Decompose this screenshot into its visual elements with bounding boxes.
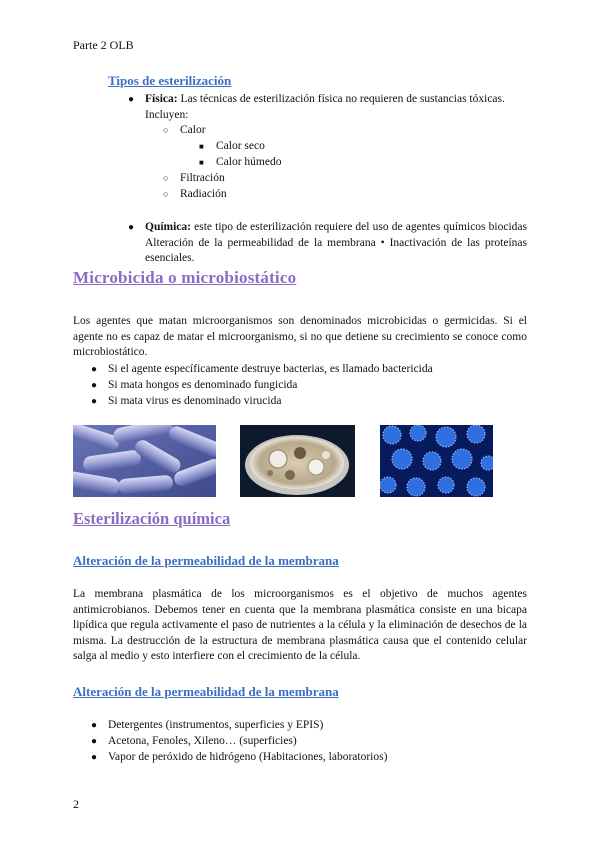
bullet-icon: ● [91,380,98,391]
bullet-text: Si mata hongos es denominado fungicida [108,379,298,391]
list-item [91,750,528,766]
bullet-icon: ● [91,736,98,747]
page-number: 2 [73,797,79,811]
microbicida-paragraph: Los agentes que matan microorganismos son denominados microbicidas o germicidas. Si el agente no es capaz de matar el microorganismo, si no que detiene su crecimiento se conoce como microbiostático. [73,315,527,358]
bullet-icon: ● [128,94,135,105]
bullet-text: Si mata virus es denominado virucida [108,395,282,407]
list-item-filtracion [163,171,225,187]
list-item-radiacion [163,187,227,203]
circle-bullet-icon: ○ [163,125,169,135]
section-heading-tipos: Tipos de esterilización [108,73,232,88]
list-item [91,362,528,378]
list-item-calor [163,123,206,139]
permeabilidad-paragraph: La membrana plasmática de los microorganismos es el objetivo de muchos agentes antimicrobianos. Debemos tener en cuenta que la membrana plasmática consiste en una bicapa lipídica que regula activamente el paso de nutrientes a la célula y la eliminación de desechos de la misma. La destrucción de la estructura de membrana plasmática causa que el contenido celular salga al medio y esto interfiere con el crecimiento de la célula. [73,588,527,662]
quimica-text: este tipo de esterilización requiere del uso de agentes químicos biocidas Alteración de la permeabilidad de la membrana • Inactivación de las proteínas esenciales. [145,221,527,264]
bullet-icon: ● [91,396,98,407]
calor-seco-label: Calor seco [216,140,265,152]
bullet-text: Detergentes (instrumentos, superficies y EPIS) [108,719,324,731]
page-header: Parte 2 OLB [73,38,134,52]
circle-bullet-icon: ○ [163,173,169,183]
quimica-label: Química: [145,221,191,233]
calor-humedo-label: Calor húmedo [216,156,282,168]
radiacion-label: Radiación [180,188,227,200]
subheading-permeabilidad-2: Alteración de la permeabilidad de la membrana [73,684,339,699]
fisica-label: Física: [145,93,178,105]
subheading-permeabilidad-1: Alteración de la permeabilidad de la membrana [73,553,339,568]
bacteria-image [73,425,216,497]
filtracion-label: Filtración [180,172,225,184]
bullet-icon: ● [91,364,98,375]
petri-dish-image [240,425,355,497]
list-item-quimica [128,220,527,267]
list-item-calor-humedo [199,155,282,171]
section-heading-microbicida: Microbicida o microbiostático [73,268,297,287]
bullet-text: Vapor de peróxido de hidrógeno (Habitaciones, laboratorios) [108,751,388,763]
virus-image [380,425,493,497]
fisica-text: Las técnicas de esterilización física no requieren de sustancias tóxicas. Incluyen: [145,93,505,121]
circle-bullet-icon: ○ [163,189,169,199]
calor-label: Calor [180,124,206,136]
bullet-text: Acetona, Fenoles, Xileno… (superficies) [108,735,297,747]
list-item [91,718,528,734]
list-item [91,394,528,410]
list-item-fisica [128,92,527,123]
bullet-icon: ● [128,222,135,233]
bullet-icon: ● [91,752,98,763]
list-item-calor-seco [199,139,265,155]
square-bullet-icon: ■ [199,158,204,167]
bullet-text: Si el agente específicamente destruye bacterias, es llamado bactericida [108,363,433,375]
section-heading-esterilizacion-quimica: Esterilización química [73,509,231,528]
list-item [91,378,528,394]
bullet-icon: ● [91,720,98,731]
list-item [91,734,528,750]
square-bullet-icon: ■ [199,142,204,151]
